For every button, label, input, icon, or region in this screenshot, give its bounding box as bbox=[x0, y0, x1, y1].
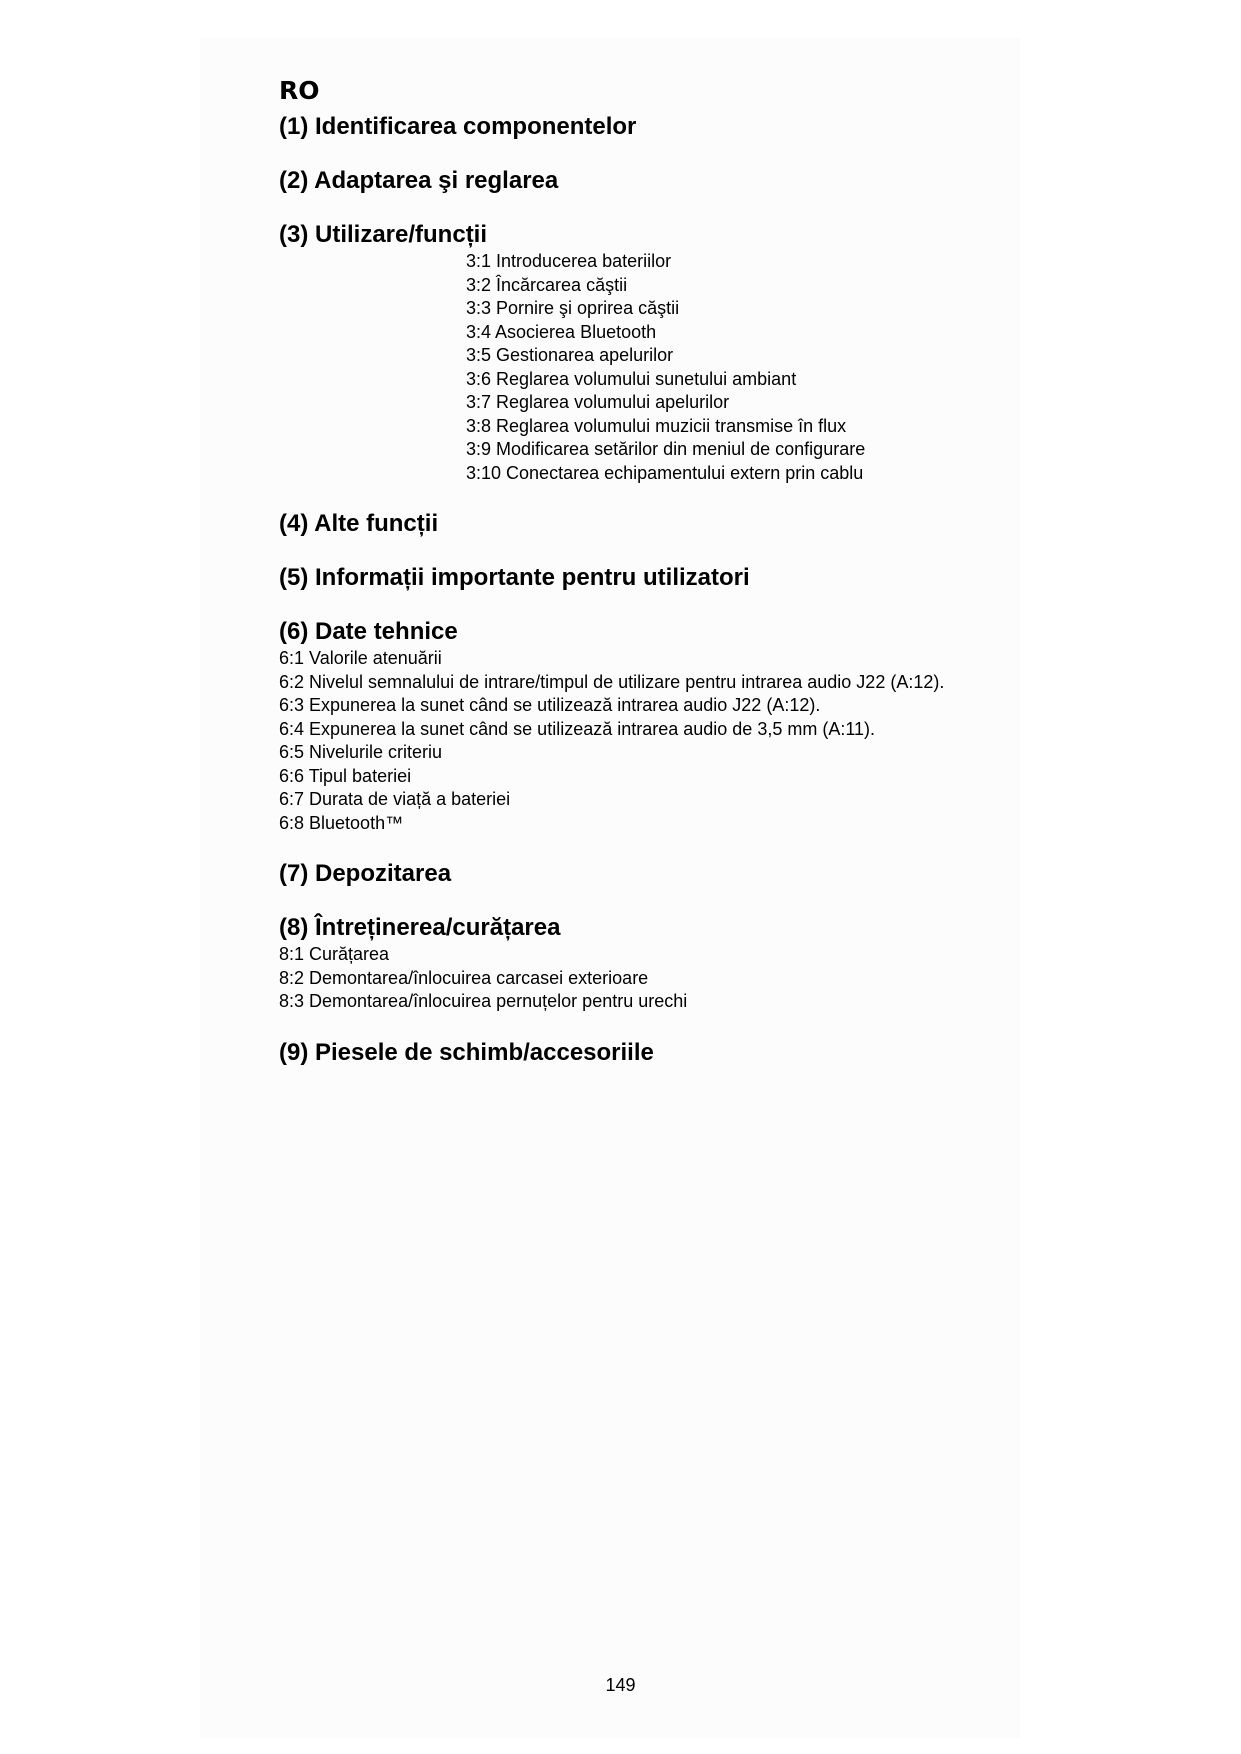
section-heading: (8) Întreținerea/curățarea bbox=[279, 914, 561, 941]
list-item: 3:2 Încărcarea căştii bbox=[466, 274, 628, 295]
subsection-list bbox=[279, 647, 1019, 835]
section-1 bbox=[279, 112, 1019, 142]
section-9 bbox=[279, 1038, 1019, 1068]
list-item: 6:3 Expunerea la sunet când se utilizează intrarea audio J22 (A:12). bbox=[279, 695, 821, 715]
list-item: 3:8 Reglarea volumului muzicii transmise în flux bbox=[466, 415, 847, 436]
section-5 bbox=[279, 563, 1019, 593]
list-item: 6:2 Nivelul semnalului de intrare/timpul de utilizare pentru intrarea audio J22 (A:12). bbox=[279, 671, 945, 692]
list-item: 6:7 Durata de viață a bateriei bbox=[279, 789, 511, 809]
list-item: 3:6 Reglarea volumului sunetului ambiant bbox=[466, 368, 797, 389]
section-heading: (1) Identificarea componentelor bbox=[279, 113, 637, 140]
list-item: 3:7 Reglarea volumului apelurilor bbox=[466, 392, 730, 412]
list-item: 3:5 Gestionarea apelurilor bbox=[466, 345, 674, 365]
list-item: 3:9 Modificarea setărilor din meniul de configurare bbox=[466, 439, 866, 459]
section-3 bbox=[279, 220, 1019, 485]
section-2 bbox=[279, 166, 1019, 196]
section-4 bbox=[279, 509, 1019, 539]
list-item: 8:1 Curățarea bbox=[279, 944, 390, 964]
section-heading: (7) Depozitarea bbox=[279, 860, 452, 887]
list-item: 8:3 Demontarea/înlocuirea pernuțelor pentru urechi bbox=[279, 991, 688, 1011]
section-8 bbox=[279, 913, 1019, 1014]
list-item: 8:2 Demontarea/înlocuirea carcasei exterioare bbox=[279, 967, 649, 988]
section-6 bbox=[279, 617, 1019, 835]
list-item: 6:8 Bluetooth™ bbox=[279, 812, 404, 833]
list-item: 3:4 Asocierea Bluetooth bbox=[466, 321, 657, 342]
section-heading: (2) Adaptarea şi reglarea bbox=[279, 167, 559, 194]
language-code: RO bbox=[279, 76, 320, 105]
page-number: 149 bbox=[605, 1675, 636, 1695]
list-item: 3:1 Introducerea bateriilor bbox=[466, 251, 672, 271]
section-heading: (4) Alte funcții bbox=[279, 510, 439, 537]
list-item: 3:3 Pornire şi oprirea căştii bbox=[466, 298, 680, 318]
subsection-list bbox=[466, 250, 1019, 485]
section-heading: (3) Utilizare/funcții bbox=[279, 221, 488, 248]
subsection-list bbox=[279, 943, 1019, 1014]
list-item: 6:5 Nivelurile criteriu bbox=[279, 742, 443, 762]
list-item: 6:1 Valorile atenuării bbox=[279, 648, 442, 668]
list-item: 6:6 Tipul bateriei bbox=[279, 765, 412, 786]
list-item: 3:10 Conectarea echipamentului extern prin cablu bbox=[466, 462, 864, 483]
list-item: 6:4 Expunerea la sunet când se utilizează intrarea audio de 3,5 mm (A:11). bbox=[279, 718, 876, 739]
section-7 bbox=[279, 859, 1019, 889]
section-heading: (6) Date tehnice bbox=[279, 618, 458, 645]
section-heading: (9) Piesele de schimb/accesoriile bbox=[279, 1038, 654, 1066]
section-heading: (5) Informații importante pentru utilizatori bbox=[279, 564, 750, 591]
table-of-contents bbox=[279, 76, 1019, 1068]
